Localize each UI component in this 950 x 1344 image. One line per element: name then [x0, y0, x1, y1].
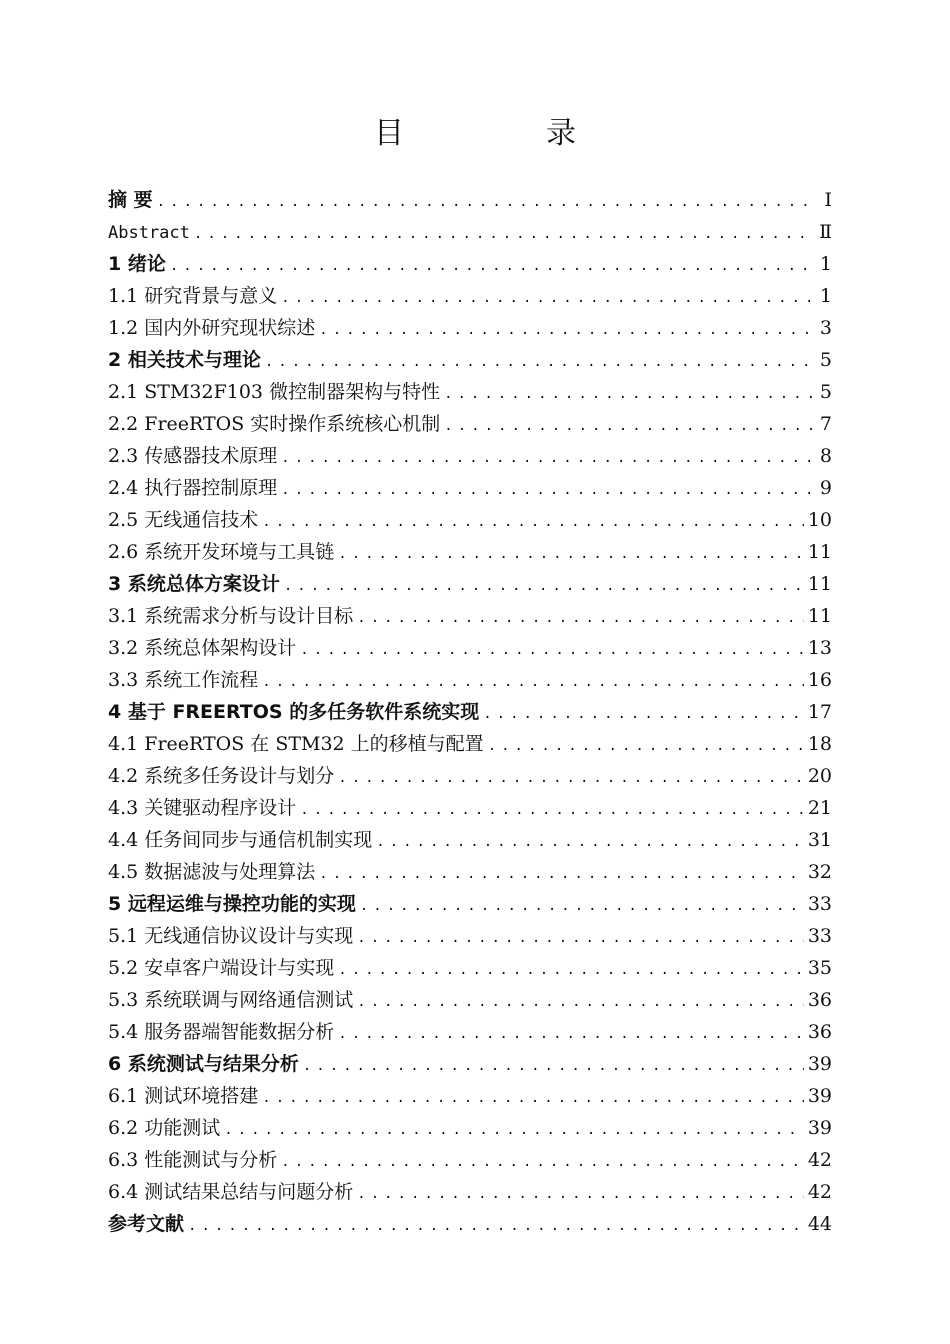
dot-leader — [303, 1050, 804, 1082]
toc-entry[interactable] — [108, 952, 832, 984]
toc-entry-page: 39 — [807, 1085, 832, 1107]
toc-entry[interactable] — [108, 184, 832, 216]
toc-entry-label: 4.4 任务间同步与通信机制实现 — [108, 829, 373, 851]
toc-entry[interactable] — [108, 440, 832, 472]
toc-entry-label: Abstract — [108, 223, 190, 243]
toc-entry-label: 6.1 测试环境搭建 — [108, 1085, 259, 1107]
toc-entry[interactable] — [108, 1016, 832, 1048]
toc-entry-page: 20 — [807, 765, 832, 787]
toc-entry-page: 17 — [807, 701, 832, 723]
toc-entry-page: 36 — [807, 989, 832, 1011]
toc-entry-label: 1 绪论 — [108, 253, 166, 275]
toc-entry-label: 4.2 系统多任务设计与划分 — [108, 765, 335, 787]
toc-entry-label: 4.1 FreeRTOS 在 STM32 上的移植与配置 — [108, 733, 484, 755]
toc-entry[interactable] — [108, 344, 832, 376]
toc-entry[interactable] — [108, 568, 832, 600]
dot-leader — [360, 890, 804, 922]
dot-leader — [338, 762, 804, 794]
toc-entry[interactable] — [108, 280, 832, 312]
toc-entry-page: 3 — [819, 317, 832, 339]
toc-entry-label: 2.1 STM32F103 微控制器架构与特性 — [108, 381, 441, 403]
toc-entry-page: 42 — [807, 1181, 832, 1203]
toc-entry-label: 6.3 性能测试与分析 — [108, 1149, 278, 1171]
toc-entry-label: 摘 要 — [108, 189, 153, 211]
toc-entry-label: 6.2 功能测试 — [108, 1117, 221, 1139]
toc-entry-page: 44 — [807, 1213, 832, 1235]
toc-entry[interactable] — [108, 216, 832, 248]
toc-entry-label: 参考文献 — [108, 1213, 185, 1235]
toc-entry-label: 2.6 系统开发环境与工具链 — [108, 541, 335, 563]
toc-entry-page: 1 — [819, 285, 832, 307]
toc-entry[interactable] — [108, 1080, 832, 1112]
toc-entry-label: 1.1 研究背景与意义 — [108, 285, 278, 307]
toc-entry-label: 6 系统测试与结果分析 — [108, 1053, 299, 1075]
toc-entry-page: 8 — [819, 445, 832, 467]
toc-entry-page: 42 — [807, 1149, 832, 1171]
dot-leader — [357, 986, 804, 1018]
toc-entry[interactable] — [108, 888, 832, 920]
toc-entry-label: 2.5 无线通信技术 — [108, 509, 259, 531]
toc-entry[interactable] — [108, 856, 832, 888]
toc-entry-page: 7 — [819, 413, 832, 435]
toc-entry-page: 35 — [807, 957, 832, 979]
toc-entry[interactable] — [108, 696, 832, 728]
toc-entry[interactable] — [108, 792, 832, 824]
toc-entry-label: 3.2 系统总体架构设计 — [108, 637, 297, 659]
toc-entry-page: 5 — [819, 349, 832, 371]
dot-leader — [262, 506, 804, 538]
toc-entry-page: 16 — [807, 669, 832, 691]
toc-entry-label: 5.2 安卓客户端设计与实现 — [108, 957, 335, 979]
toc-entry[interactable] — [108, 760, 832, 792]
dot-leader — [262, 666, 804, 698]
toc-entry-label: 3 系统总体方案设计 — [108, 573, 280, 595]
toc-entry-page: 10 — [807, 509, 832, 531]
toc-entry[interactable] — [108, 1048, 832, 1080]
toc-entry[interactable] — [108, 632, 832, 664]
toc-entry-page: 33 — [807, 893, 832, 915]
dot-leader — [357, 602, 804, 634]
toc-entry[interactable] — [108, 1144, 832, 1176]
toc-entry-page: 33 — [807, 925, 832, 947]
toc-entry-label: 4.5 数据滤波与处理算法 — [108, 861, 316, 883]
toc-entry-label: 6.4 测试结果总结与问题分析 — [108, 1181, 354, 1203]
toc-entry-label: 1.2 国内外研究现状综述 — [108, 317, 316, 339]
toc-entry[interactable] — [108, 1112, 832, 1144]
toc-entry-page: 9 — [819, 477, 832, 499]
dot-leader — [319, 314, 814, 346]
dot-leader — [281, 282, 814, 314]
toc-entry-page: 11 — [807, 541, 832, 563]
toc-entry-label: 2 相关技术与理论 — [108, 349, 261, 371]
toc-entry-page: 18 — [807, 733, 832, 755]
toc-entry[interactable] — [108, 1176, 832, 1208]
dot-leader — [338, 1018, 804, 1050]
dot-leader — [338, 954, 804, 986]
toc-entry-label: 3.3 系统工作流程 — [108, 669, 259, 691]
toc-entry[interactable] — [108, 408, 832, 440]
toc-entry-page: 5 — [819, 381, 832, 403]
dot-leader — [188, 1210, 804, 1242]
toc-entry-page: 31 — [807, 829, 832, 851]
dot-leader — [265, 346, 814, 378]
toc-entry[interactable] — [108, 248, 832, 280]
dot-leader — [319, 858, 804, 890]
toc-entry[interactable] — [108, 312, 832, 344]
toc-entry-label: 5.3 系统联调与网络通信测试 — [108, 989, 354, 1011]
toc-entry[interactable] — [108, 536, 832, 568]
dot-leader — [300, 634, 804, 666]
toc-entry[interactable] — [108, 664, 832, 696]
page-title: 目 录 — [374, 116, 632, 151]
toc-entry-page: 13 — [807, 637, 832, 659]
dot-leader — [262, 1082, 804, 1114]
toc-entry-page: 36 — [807, 1021, 832, 1043]
dot-leader — [281, 474, 814, 506]
dot-leader — [338, 538, 804, 570]
toc-entry[interactable] — [108, 984, 832, 1016]
toc-entry-label: 3.1 系统需求分析与设计目标 — [108, 605, 354, 627]
toc-entry-label: 2.3 传感器技术原理 — [108, 445, 278, 467]
toc-entry[interactable] — [108, 472, 832, 504]
dot-leader — [170, 250, 814, 282]
toc-entry[interactable] — [108, 728, 832, 760]
toc-entry[interactable] — [108, 920, 832, 952]
toc-entry[interactable] — [108, 600, 832, 632]
toc-entry-page: Ⅰ — [824, 189, 832, 211]
dot-leader — [376, 826, 804, 858]
toc-entry-page: 39 — [807, 1117, 832, 1139]
dot-leader — [157, 186, 814, 218]
toc-entry[interactable] — [108, 824, 832, 856]
toc-entry-page: 39 — [807, 1053, 832, 1075]
toc-entry-label: 5 远程运维与操控功能的实现 — [108, 893, 356, 915]
toc-entry-page: 1 — [819, 253, 832, 275]
toc-entry[interactable] — [108, 504, 832, 536]
toc-entry[interactable] — [108, 1208, 832, 1240]
toc-entry-label: 4.3 关键驱动程序设计 — [108, 797, 297, 819]
toc-entry-page: Ⅱ — [819, 221, 832, 243]
toc-entry[interactable] — [108, 376, 832, 408]
table-of-contents — [108, 184, 832, 1240]
dot-leader — [284, 570, 804, 602]
dot-leader — [224, 1114, 804, 1146]
toc-entry-label: 2.2 FreeRTOS 实时操作系统核心机制 — [108, 413, 441, 435]
dot-leader — [281, 442, 814, 474]
dot-leader — [281, 1146, 804, 1178]
dot-leader — [483, 698, 804, 730]
toc-entry-page: 11 — [807, 605, 832, 627]
toc-entry-page: 11 — [807, 573, 832, 595]
dot-leader — [357, 1178, 804, 1210]
toc-entry-page: 32 — [807, 861, 832, 883]
toc-entry-label: 2.4 执行器控制原理 — [108, 477, 278, 499]
toc-entry-label: 5.1 无线通信协议设计与实现 — [108, 925, 354, 947]
dot-leader — [357, 922, 804, 954]
dot-leader — [488, 730, 804, 762]
dot-leader — [194, 218, 814, 250]
toc-entry-label: 4 基于 FREERTOS 的多任务软件系统实现 — [108, 701, 480, 723]
toc-entry-page: 21 — [807, 797, 832, 819]
dot-leader — [444, 378, 814, 410]
toc-entry-label: 5.4 服务器端智能数据分析 — [108, 1021, 335, 1043]
dot-leader — [444, 410, 814, 442]
dot-leader — [300, 794, 804, 826]
